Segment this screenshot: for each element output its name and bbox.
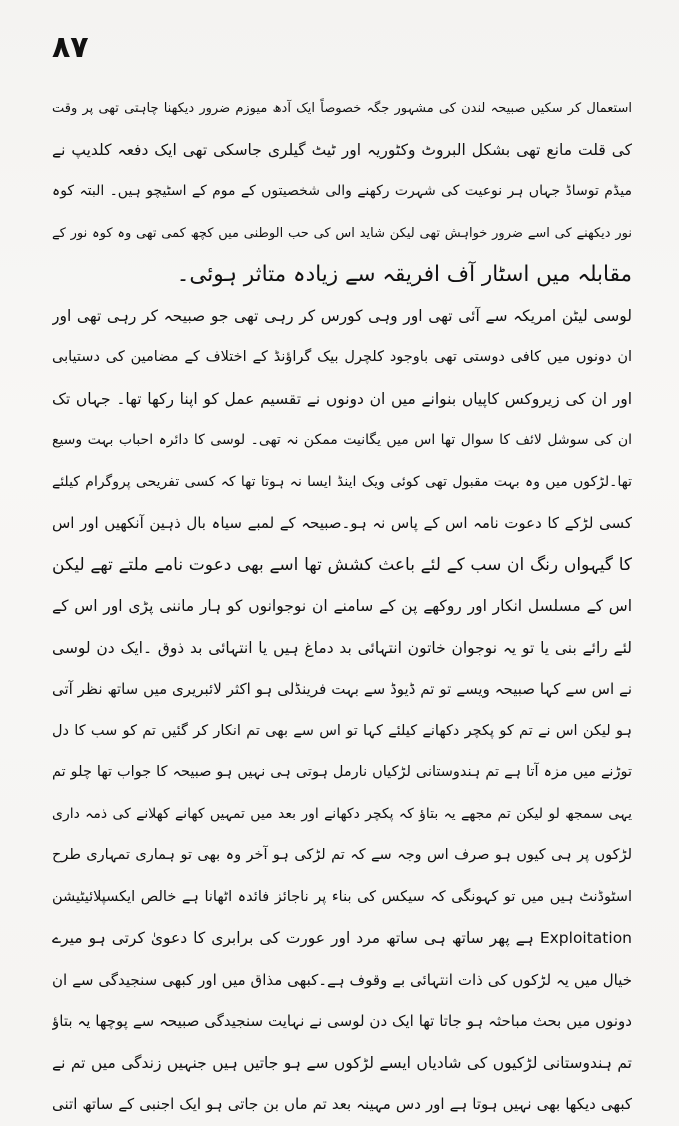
text-line: اس کے مسلسل انکار اور روکھے پن کے سامنے ان نوجوانوں کو ہار ماننی پڑی اور اس کے	[52, 597, 632, 615]
text-line: نور دیکھنے کی اسے ضرور خواہش تھی لیکن شاید اس کی حب الوطنی میں کچھ کمی تھی وہ کوہ نور کے	[52, 225, 632, 241]
text-line: اور ان کی زیروکس کاپیاں بنوانے میں ان دونوں نے تقسیم عمل کو اپنا رکھا تھا۔ جہاں تک	[52, 389, 632, 408]
text-line: تھا۔لڑکوں میں وہ بہت مقبول تھی کوئی ویک اینڈ ایسا نہ ہوتا تھا کہ کسی تفریحی پروگرام کیلئے	[52, 473, 632, 490]
text-line: یہی سمجھ لو لیکن تم مجھے یہ بتاؤ کہ پکچر دکھانے اور بعد میں تمہیں کھانے کھلانے کی ذمہ داری	[52, 805, 632, 822]
body-text	[52, 88, 632, 1126]
show-through-text	[120, 0, 679, 90]
text-line: تم ہندوستانی لڑکیوں کی شادیاں ایسے لڑکوں سے ہو جاتیں ہیں جنہیں زندگی میں تم نے	[52, 1053, 632, 1072]
text-line: کبھی دیکھا بھی نہیں ہوتا ہے اور دس مہینہ بعد تم ماں بن جاتی ہو ایک اجنبی کے ساتھ اتنی	[52, 1095, 632, 1113]
text-line: ان کی سوشل لائف کا سوال تھا اس میں یگانیت ممکن نہ تھی۔ لوسی کا دائرہ احباب بہت وسیع	[52, 432, 632, 448]
text-line: میڈم توساڈ جہاں ہر نوعیت کی شہرت رکھنے والی شخصیتوں کے موم کے اسٹیچو ہیں۔ البتہ کوہ	[52, 183, 632, 199]
text-line: کا گیہواں رنگ ان سب کے لئے باعث کشش تھا اسے بھی دعوت نامے ملتے تھے لیکن	[52, 554, 632, 575]
text-line: Exploitation ہے پھر ساتھ ہی ساتھ مرد اور عورت کی برابری کا دعویٰ کرتی ہو میرے	[52, 929, 632, 947]
text-line: مقابلہ میں اسٹار آف افریقہ سے زیادہ متاثر ہوئی۔	[176, 262, 632, 287]
text-line: اسٹوڈنٹ ہیں میں تو کہونگی کہ سیکس کی بناء پر ناجائز فائدہ اٹھانا ہے خالص ایکسپلائیٹیشن	[52, 888, 632, 905]
text-line: کسی لڑکے کا دعوت نامہ اس کے پاس نہ ہو۔صبیحہ کے لمبے سیاہ بال ذہین آنکھیں اور اس	[52, 514, 632, 532]
text-line: ہو لیکن اس نے تم کو پکچر دکھانے کیلئے کہا تو اس سے بھی تم انکار کر گئیں تم کو سب کا دل	[52, 722, 632, 739]
text-line: توڑنے میں مزہ آتا ہے تم ہندوستانی لڑکیاں نارمل ہوتی ہی نہیں ہو صبیحہ کا جواب تھا چلو تم	[52, 764, 632, 780]
text-line: خیال میں یہ لڑکوں کی ذات انتہائی بے وقوف ہے۔کبھی مذاق میں اور کبھی سنجیدگی سے ان	[52, 970, 632, 989]
text-line: استعمال کر سکیں صبیحہ لندن کی مشہور جگہ خصوصاً ایک آدھ میوزم ضرور دیکھنا چاہتی تھی پر وقت	[52, 101, 632, 116]
text-line: دونوں میں بحث مباحثہ ہو جاتا تھا ایک دن لوسی نے نہایت سنجیدگی صبیحہ سے پوچھا یہ بتاؤ	[52, 1012, 632, 1030]
text-line: کی قلت مانع تھی بشکل البروٹ وکٹوریہ اور ٹیٹ گیلری جاسکی تھی ایک دفعہ کلدیپ نے	[52, 140, 632, 159]
text-line: لوسی لیٹن امریکہ سے آئی تھی اور وہی کورس کر رہی تھی جو صبیحہ کر رہی تھی اور	[52, 306, 632, 325]
text-line: لڑکوں پر ہی کیوں ہو صرف اس وجہ سے کہ تم لڑکی ہو آخر وہ بھی تو ہماری تمہاری طرح	[52, 847, 632, 863]
page-number: ۸۷	[52, 30, 89, 65]
text-line: لئے رائے بنی یا تو یہ نوجوان خاتون انتہائی بد دماغ ہیں یا انتہائی بد ذوق ۔ایک دن لوسی	[52, 638, 632, 657]
text-line: ان دونوں میں کافی دوستی تھی باوجود کلچرل بیک گراؤنڈ کے اختلاف کے مضامین کی دستیابی	[52, 349, 632, 365]
text-line: نے اس سے کہا صبیحہ ویسے تو تم ڈیوڈ سے بہت فرینڈلی ہو اکثر لائبریری میں ساتھ نظر آتی	[52, 680, 632, 698]
